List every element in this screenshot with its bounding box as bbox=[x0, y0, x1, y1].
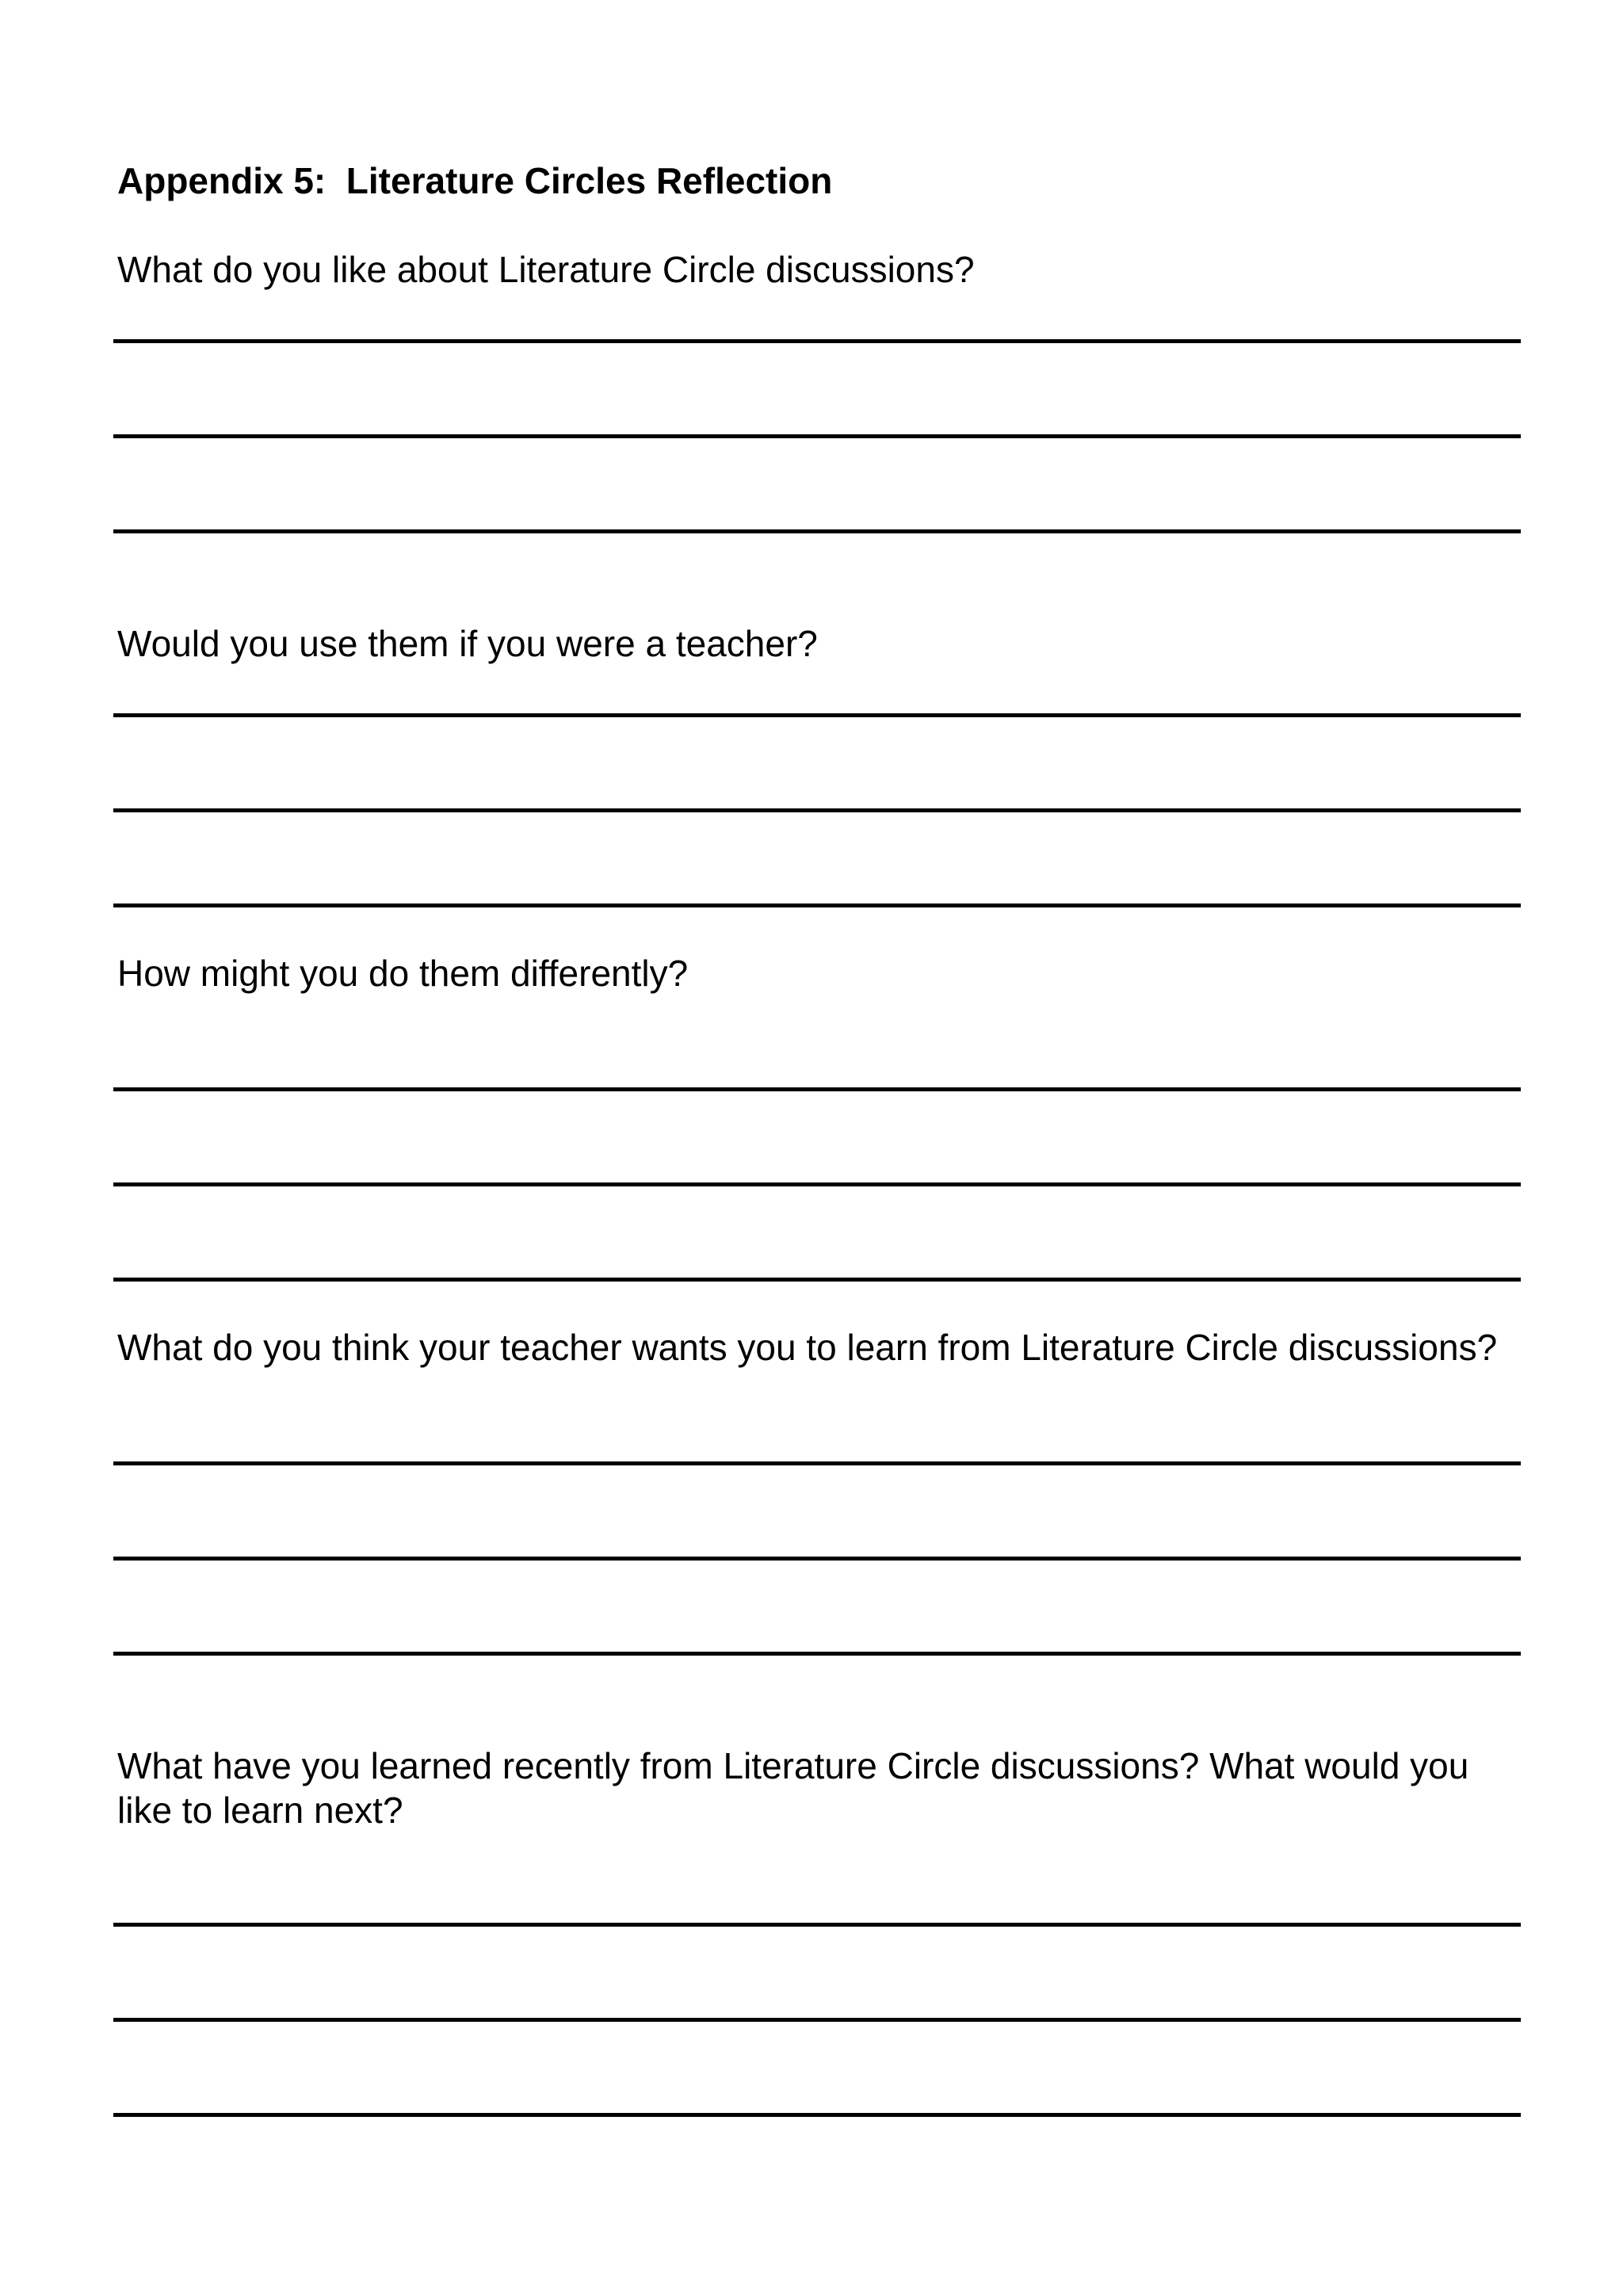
page-title: Appendix 5: Literature Circles Reflection bbox=[117, 160, 833, 201]
question-5: What have you learned recently from Literature Circle discussions? What would you like to learn next? bbox=[117, 1745, 1469, 1831]
answer-line[interactable] bbox=[113, 529, 1521, 533]
answer-line[interactable] bbox=[113, 808, 1521, 812]
answer-line[interactable] bbox=[113, 1278, 1521, 1282]
answer-line[interactable] bbox=[113, 1557, 1521, 1561]
answer-line[interactable] bbox=[113, 2018, 1521, 2022]
answer-line[interactable] bbox=[113, 1923, 1521, 1927]
answer-line[interactable] bbox=[113, 1461, 1521, 1465]
answer-line[interactable] bbox=[113, 2113, 1521, 2117]
answer-line[interactable] bbox=[113, 434, 1521, 438]
question-4: What do you think your teacher wants you to learn from Literature Circle discussions? bbox=[117, 1327, 1498, 1368]
question-3: How might you do them differently? bbox=[117, 953, 689, 994]
question-1: What do you like about Literature Circle discussions? bbox=[117, 249, 975, 290]
answer-line[interactable] bbox=[113, 339, 1521, 343]
answer-line[interactable] bbox=[113, 1087, 1521, 1091]
answer-line[interactable] bbox=[113, 1652, 1521, 1656]
answer-line[interactable] bbox=[113, 904, 1521, 907]
answer-line[interactable] bbox=[113, 1182, 1521, 1186]
question-2: Would you use them if you were a teacher? bbox=[117, 623, 818, 664]
answer-line[interactable] bbox=[113, 713, 1521, 717]
